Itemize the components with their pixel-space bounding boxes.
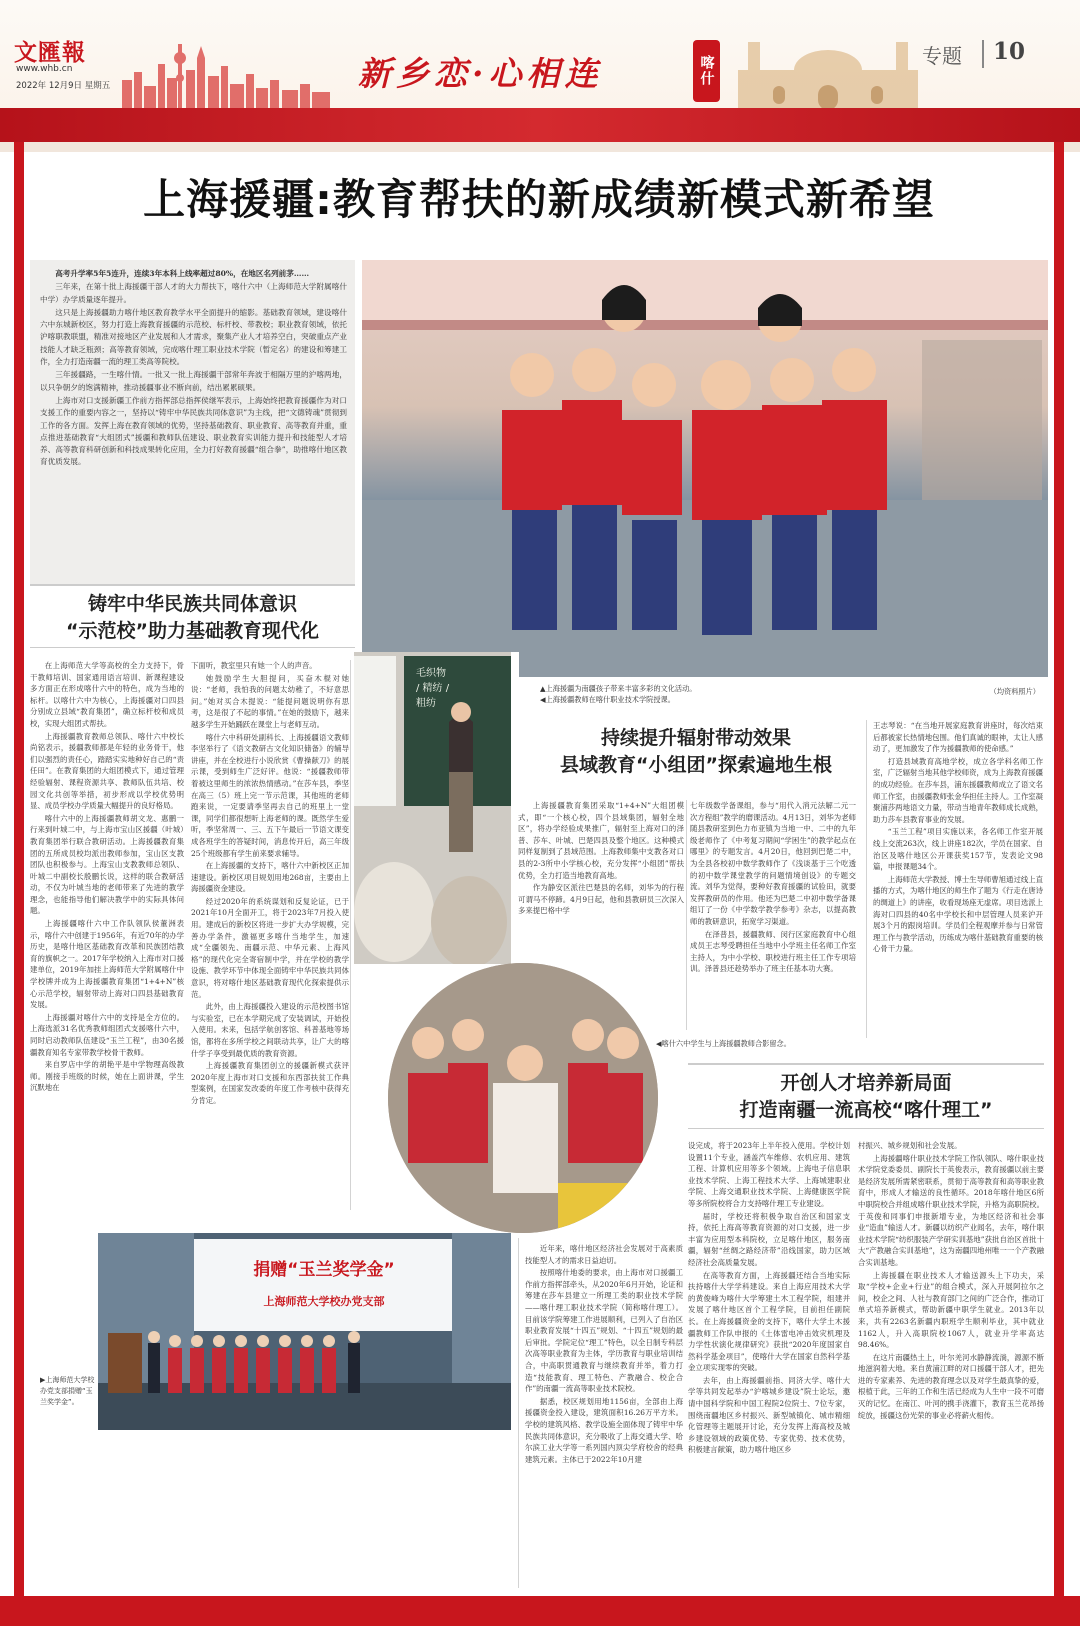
photo-group-illustration [388,963,658,1233]
section3-column-1a [525,1243,683,1588]
body-paragraph: 此外，由上海援疆投入建设的示范校图书馆与实验室，已在本学期完成了安装调试，开始投入使用。未来，包括学航创客馆、科普基地等场馆，都将在多所学校之间联动共享，让广大的喀什学子享受到最优质的教育资源。 [191,1002,349,1058]
body-paragraph: 上海师范大学教授、博士生导师曹旭通过线上直播的方式，为喀什地区的师生作了题为《行走在唐诗的绸道上》的讲座，收看现场座无虚席。项目选派上海对口四县的40名中学校长和中层管理人员来沪开展3个月的跟岗培训。学员们全程观摩并参与日常管理工作与教学活动，历练成为喀什基础教育重要的核心骨干力量。 [873,874,1043,954]
photo-students [362,260,1048,677]
section3-title-line2: 打造南疆一流高校“喀什理工” [739,1099,993,1121]
body-paragraph: 作为静安区派往巴楚县的名师，刘华为的行程可谓马不停蹄。4月9日起，他和县教研员三次深入多来提巴格中学 [518,883,684,916]
section3-title-box [688,1063,1044,1129]
body-paragraph: 上海援疆对喀什六中的支持是全方位的。上海选派31名优秀教师组团式支援喀什六中，同时启动教师队伍建设“玉兰工程”，由30名援疆教育知名专家带教学校骨干教师。 [30,1012,184,1057]
mosque-illustration [728,30,928,110]
lead-paragraph: 三年援疆路，一生喀什情。一批又一批上海援疆干部常年奔波于相隔万里的沪喀两地，以只争朝夕的饱满精神，推动援疆事业不断向前，结出累累硕果。 [40,370,347,392]
lead-paragraph: 上海市对口支援新疆工作前方指挥部总指挥侯继军表示，上海始终把教育援疆作为对口支援工作的重要内容之一，坚持以“铸牢中华民族共同体意识”为主线，把“文德铸魂”贯彻到工作的各方面。发挥上海在教育领域的优势，坚持基础教育、职业教育、高等教育并重，重点推进基础教育“大组团式”援疆和教师队伍建设、职业教育实训能力提升和技能型人才培养、高等教育科研创新和科技成果转化应用，全力打好教育援疆“组合拳”，助推喀什地区教育优质发展。 [40,395,347,467]
divider [350,660,351,1210]
body-paragraph: 去年，由上海援疆前指、同济大学、喀什大学等共同发起举办“沪喀城乡建设”院士论坛，邀请中国科学院和中国工程院2位院士、7位专家，围绕南疆地区乡村振兴、新型城镇化、城市精细化管理等主题展开讨论，充分发挥上海高校及城乡建设领域的政策优势、专家优势、技术优势，积极建言献策，助力喀什地区乡 [688,1375,850,1455]
photo-circle-caption: ◀喀什六中学生与上海援疆教师合影留念。 [656,1039,791,1048]
lead-paragraph: 高考升学率5年5连升，连续3年本科上线率超过80%，在地区名列前茅…… [55,269,310,278]
top-frame-band [0,142,1080,152]
body-paragraph: 来自罗店中学的胡艳平是中学物理高级教师。刚接手班级的时候，她在上面讲课，学生沉默地在 [30,1060,184,1093]
body-paragraph: 经过2020年的系统谋划和反复论证，已于2021年10月全面开工，将于2023年7月投入使用。建成后的新校区将进一步扩大办学规模，完善办学条件，激福更多喀什当地学生，加速成“全疆领先、南疆示范、中华元素、上海风格”的现代化完全寄宿制中学，并在学校的教学设施、教学环节中体现全面铸牢中华民族共同体意识，将对喀什地区基础教育现代化探索提供示范。 [191,896,349,999]
body-paragraph: 七年级数学备课组，参与“用代入消元法解二元一次方程组”教学的磨课活动。4月13日，刘华为老师随县教研室到色力布亚镇为当地一中、二中的九年级老师作了《中考复习期间“学困生”的教学起点在哪里》的专题发言。4月20日，他回到巴楚二中，为全县各校初中数学教师作了《浅谈基于三个吃透的初中数学课堂教学的问题情境创设》的专题交流。刘华为觉得，要种好教育援疆的试验田，就要发挥教研员的作用。他还为巴楚二中初中数学备课组订了一份《中学数学教学参考》杂志，以提高教师的教研意识，拓宽学习渠道。 [690,801,856,926]
banner-title: 新乡恋·心相连 [358,54,603,93]
body-paragraph: 上海援疆教育集团创立的援疆新模式获评2020年度上海市对口支援和东西部扶贫工作典型案例，在国家发改委的年度工作考核中获得充分肯定。 [191,1061,349,1105]
body-paragraph: 打造县域教育高地学校，成立各学科名师工作室，广泛辐射当地其他学校师资，成为上海教育援疆的成功经验。在莎车县，浦东援疆教师成立了语文名师工作室，由援疆教师张金华担任主持人。工作室凝聚浦莎两地语文力量，带动当地青年教师成长成熟，助力莎车县教育事业的发展。 [873,756,1043,824]
banner-badge [693,40,720,102]
body-paragraph: 王志琴说：“在当地开展家庭教育讲座时，每次结束后都被家长热情地包围。他们真诚的眼神，太让人感动了，更加激发了作为援疆教师的使命感。” [873,721,1043,754]
body-paragraph: 据悉，校区规划用地1156亩，全部由上海援疆资金投入建设，建筑面积16.26万平方米。学校的建筑风格、教学设施全面体现了铸牢中华民族共同体意识，充分吸收了上海交通大学、哈尔滨工业大学等一系列国内顶尖学府校舍的经典建筑元素。主体已于2022年10月建 [525,1396,683,1464]
masthead-url: www.whb.cn [16,64,73,74]
body-paragraph: 喀什六中科研处副科长、上海援疆语文教师李坚举行了《语文教研古文化知识储备》的辅导讲座，并在全校进行小说欣赏《曹操献刀》的展示课，受到师生广泛好评。他说：“援疆教师带着被这里师生的浓浓热情感动。”在莎车县，季坚在高三（5）班上完一节示范课，其他班的老师跑来说，一定要请季坚再去自己的班里上一堂课，同学们都很想听上海老师的课。既然学生爱听，季坚常周一、三、五下午最后一节语文课变成各班学生的答疑时间，消息传开后，高三年级25个班级都有学生前来要求辅导。 [191,732,349,858]
frame-left [14,142,24,1600]
page-headline: 上海援疆:教育帮扶的新成绩新模式新希望 [143,175,935,224]
divider [686,800,687,1030]
body-paragraph: 喀什六中的上海援疆教师胡文龙、惠鹏一行来到叶城二中，与上海市宝山区援疆（叶城）教育集团举行联合教研活动。上海援疆教育集团的五所成员校均派出教师参加，宝山区支教团队也积极参与。上海宝山支教教师总领队、叶城二中副校长殷鹏长说，这样的联合教研活动，不仅为叶城当地的老师带来了先进的教学理念，也能指导他们解决教学中的实际具体问题。 [30,813,184,916]
section1-column-1 [30,660,184,1207]
body-paragraph: 设完成，将于2023年上半年投入使用。学校计划设置11个专业，涵盖汽车维修、农机应用、建筑工程、计算机应用等多个领域。上海电子信息职业技术学院、上海工程技术大学、上海城建职业学院、上海交通职业技术学院、上海健康医学院等多所院校将合力支持喀什理工专业建设。 [688,1141,850,1208]
body-paragraph: 在上海师范大学等高校的全力支持下，骨干教师培训、国家通用语言培训、新课程建设多方面正在形成喀什六中的特色，成为当地的标杆。以喀什六中为核心，上海援疆对口四县分别成立县域“教育集团”，确立标杆校和成员校，实现大组团式帮扶。 [30,661,184,728]
body-paragraph: 近年来，喀什地区经济社会发展对于高素质技能型人才的需求日益迫切。 [525,1244,683,1265]
section2-column-2 [690,800,856,1028]
frame-right [1054,142,1064,1600]
section1-column-2 [191,660,349,1207]
section2-title-line2: 县域教育“小组团”探索遍地生根 [560,754,832,776]
photo-classroom [354,652,511,964]
body-paragraph: 上海援疆教育集团采取“1+4+N”大组团模式，即“一个核心校，四个县域集团，辐射全地区”，将办学经验成果推广，辐射至上海对口的泽普、莎车、叶城、巴楚四县及整个地区。这种模式同样复制到了县域范围。上海教师集中支教各对口县的2-3所中小学核心校，充分发挥“小组团”帮扶优势，全力打造当地教育高地。 [518,801,684,880]
photo-scholarship-ceremony [98,1233,511,1430]
page-number: 10 [993,38,1026,65]
masthead-red-rule [0,108,1080,142]
ceremony-caption: ▶上海师范大学校办党支部捐赠“玉兰奖学金”。 [40,1376,95,1406]
photo-students-illustration [362,260,1048,677]
section1-title-box [30,584,355,648]
photo-credit: （均资料照片） [989,687,1040,696]
body-paragraph: “玉兰工程”项目实施以来，各名师工作室开展线上交流263次，线上讲座182次，学员在国家、自治区及喀什地区公开课获奖157节，发表论文98篇，申报课题34个。 [873,827,1043,872]
section2-column-1 [518,800,684,939]
section2-title-box [520,720,872,784]
photo-top-caption-2: ◀上海援疆教师在喀什职业技术学院授课。 [540,695,675,704]
lead-paragraph: 三年来，在第十批上海援疆干部人才的大力帮扶下，喀什六中（上海师范大学附属喀什中学）办学质量逐年提升。 [40,282,347,304]
masthead-date: 2022年 12月9日 星期五 [16,81,111,91]
ceremony-banner-sub: 上海师范大学校办党支部 [263,1295,385,1308]
section3-column-2 [858,1140,1044,1588]
section-divider [982,40,984,68]
body-paragraph: 在高等教育方面，上海援疆还结合当地实际扶持喀什大学学科建设。来自上海应用技术大学的黄俊峰为喀什大学筹建土木工程学院，组建并发展了喀什地区首个工程学院，目前担任副院长。在上海援疆资金的支持下，喀什大学土木援疆教师工作队申报的《土体雷电冲击效灾机理及力学性状演化规律研究》获批“2020年度国家自然科学基金项目”，使喀什大学在国家自然科学基金立项实现零的突破。 [688,1270,850,1373]
body-paragraph: 届时，学校还将积极争取自治区和国家支持，依托上海高等教育资源的对口支援，进一步丰富为应用型本科院校，立足喀什地区，服务南疆，辐射“丝绸之路经济带”沿线国家，助力区域经济社会高质量发展。 [688,1211,850,1267]
lead-box [30,260,355,586]
section2-column-3 [873,720,1043,1038]
blackboard-text: 毛织物 / 精纺 / 粗纺 [416,668,450,709]
body-paragraph: 上海援疆喀什职业技术学院工作队领队、喀什职业技术学院党委委员、副院长于英俊表示，教育援疆以前主要是经济发展所需紧密联系，贯彻于高等教育和高等职业教育中，形成人才输送的良性循环。2018年喀什地区6所中职院校合并组成喀什职业技术学院，升格为高职院校。于英俊和同事们申报新增专业，为地区经济和社会事业“造血”输送人才。新疆以纺织产业闻名，去年，喀什职业技术学院“纺织服装产学研实训基地”获批自治区首批十大“产教融合实训基地”，这为南疆四地州唯一一个产教融合实训基地。 [858,1153,1044,1267]
section2-title-line1: 持续提升辐射带动效果 [600,727,791,749]
body-paragraph: 村振兴、城乡规划和社会发展。 [858,1141,962,1150]
divider [866,720,867,1038]
photo-separator [511,652,519,682]
body-paragraph: 下面听，教室里只有她一个人的声音。 [191,661,317,670]
lead-paragraph: 这只是上海援疆助力喀什地区教育教学水平全面提升的缩影。基础教育领域，建设喀什六中东城新校区，努力打造上海教育援疆的示范校、标杆校、带教校；职业教育领域，依托沪喀职教联盟，精准对接地区产业发展和人才需求，聚集产业人才培养空白，突破重点产业技能人才缺乏瓶颈；高等教育领域，完成喀什理工职业技术学院（暂定名）的建设和筹建工作，全力打造南疆一流的理工类高等院校。 [40,307,347,367]
body-paragraph: 在这片南疆热土上，叶尔羌河水静静流淌，源源不断地滋润着大地。来自黄浦江畔的对口援疆干部人才，把先进的专家素养、先进的教育理念以及对学生最真挚的爱，根植于此，三年的工作和生活已经成为人生中一段不可磨灭的记忆。在南江、叶河的携手浇灌下，教育玉兰花昂扬绽放，援疆这份光荣的事业必将薪火相传。 [858,1352,1044,1420]
body-paragraph: 她鼓励学生大胆提问，买奋木棍对她说：“老师，我怕我的问题太幼稚了，不好意思问。”她对买合木提说：“能提问题说明你有思考，这是很了不起的事情。”在她的鼓励下，越来越多学生开始踊跃在课堂上与老师互动。 [191,673,349,729]
divider [518,1238,519,1588]
body-paragraph: 按照喀什地委的要求，由上海市对口援疆工作前方指挥部牵头，从2020年6月开始，论证和筹建在莎车县建立一所理工类的职业技术学院——喀什理工职业技术学院（简称喀什理工）。目前该学院筹建工作进展顺利，已列入了自治区职业教育发展“十四五”规划、“十四五”规划的最后审批。学院定位“理工”特色，以全日制专科层次高等职业教育为主体，学历教育与职业培训结合，中高职贯通教育与继续教育并举，着力打造“技能教育、理工特色、产教融合、校企合作”的南疆一流高等职业技术院校。 [525,1268,683,1394]
section1-title-line2: “示范校”助力基础教育现代化 [66,620,319,642]
skyline-illustration [120,28,350,110]
section3-title-line1: 开创人才培养新局面 [780,1072,952,1094]
body-paragraph: 上海援疆在职业技术人才输送源头上下功夫，采取“学校+企业+行业”的组合模式，深入开展阿拉尔之间，校企之间、人社与教育部门之间的广泛合作，推动订单式培养新模式，帮助新疆中职学生就业。2013年以来，共有2263名新疆内职班学生顺利毕业，其中就业1162人，升入高职院校1067人，就业升学率高达98.46%。 [858,1270,1044,1350]
photo-group-circle [388,963,658,1233]
body-paragraph: 上海援疆教育教师总领队、喀什六中校长尚铭表示，援疆教师都是年轻的业务骨干，他们以强烈的责任心，踏踏实实地种好自己的“责任田”。在教育集团的大组团模式下，通过管理经验辐射、课程资源共享、教师队伍共培、校园文化共创等举措，初步形成以学校优势明显、成员学校办学质量大幅提升的良好格局。 [30,731,184,811]
frame-bottom [0,1596,1080,1626]
photo-top-caption-1: ▲上海援疆为南疆孩子带来丰富多彩的文化活动。 [540,684,697,693]
section1-title-line1: 铸牢中华民族共同体意识 [87,593,297,615]
ceremony-banner-text: 捐赠“玉兰奖学金” [253,1260,395,1280]
section3-column-1b [688,1140,850,1588]
body-paragraph: 在泽普县，援疆教师、闵行区家庭教育中心组成员王志琴受聘担任当地中小学班主任名师工作室主持人，为中小学校、职校进行班主任工作专项培训。泽普县还趁势举办了班主任基本功大赛。 [690,929,856,974]
masthead-logo: 文匯報 [14,40,86,66]
body-paragraph: 上海援疆喀什六中工作队领队侯董洲表示，喀什六中创建于1956年，有近70年的办学历史，是喀什地区基础教育改革和民族团结教育的旗帜之一。2017年学校纳入上海市对口援建单位，2019年加挂上海师范大学附属喀什中学校牌并成为上海援疆教育集团“1+4+N”核心示范学校，辐射带动上海对口四县基础教育发展。 [30,919,184,1010]
section-label: 专题 [922,44,962,68]
body-paragraph: 在上海援疆的支持下，喀什六中新校区正加速建设。新校区项目规划用地268亩，主要由上海援疆资金建设。 [191,861,349,894]
banner-badge-text: 喀什 [698,55,715,87]
masthead [0,0,1080,118]
